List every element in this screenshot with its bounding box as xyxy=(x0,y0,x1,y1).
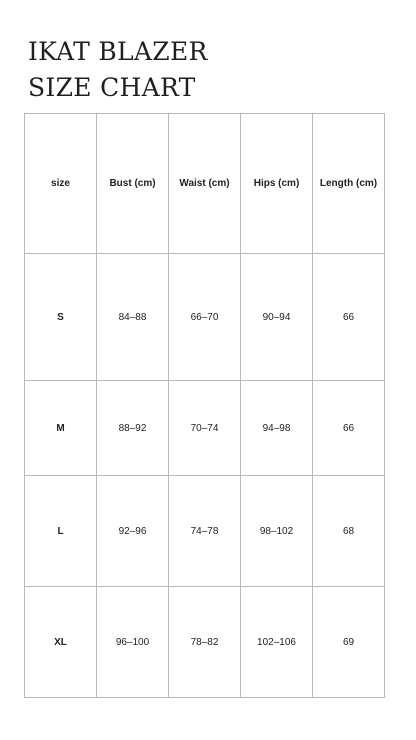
hips-cell: 90–94 xyxy=(241,254,313,381)
hips-cell: 98–102 xyxy=(241,476,313,587)
bust-cell: 92–96 xyxy=(97,476,169,587)
header-bust: Bust (cm) xyxy=(97,114,169,254)
table-row xyxy=(25,381,385,476)
size-cell: M xyxy=(25,381,97,476)
bust-cell: 88–92 xyxy=(97,381,169,476)
header-length: Length (cm) xyxy=(313,114,385,254)
header-row xyxy=(25,114,385,254)
length-cell: 69 xyxy=(313,587,385,698)
length-cell: 66 xyxy=(313,254,385,381)
size-cell: S xyxy=(25,254,97,381)
table-row xyxy=(25,587,385,698)
bust-cell: 84–88 xyxy=(97,254,169,381)
size-cell: L xyxy=(25,476,97,587)
size-chart-table xyxy=(24,113,385,698)
waist-cell: 66–70 xyxy=(169,254,241,381)
length-cell: 68 xyxy=(313,476,385,587)
bust-cell: 96–100 xyxy=(97,587,169,698)
size-cell: XL xyxy=(25,587,97,698)
header-size: size xyxy=(25,114,97,254)
hips-cell: 102–106 xyxy=(241,587,313,698)
header-waist: Waist (cm) xyxy=(169,114,241,254)
waist-cell: 74–78 xyxy=(169,476,241,587)
hips-cell: 94–98 xyxy=(241,381,313,476)
waist-cell: 70–74 xyxy=(169,381,241,476)
header-hips: Hips (cm) xyxy=(241,114,313,254)
table-row xyxy=(25,476,385,587)
page-title xyxy=(28,34,208,106)
table-row xyxy=(25,254,385,381)
waist-cell: 78–82 xyxy=(169,587,241,698)
length-cell: 66 xyxy=(313,381,385,476)
title-line-2: SIZE CHART xyxy=(28,73,196,102)
title-line-1: IKAT BLAZER xyxy=(28,37,208,66)
